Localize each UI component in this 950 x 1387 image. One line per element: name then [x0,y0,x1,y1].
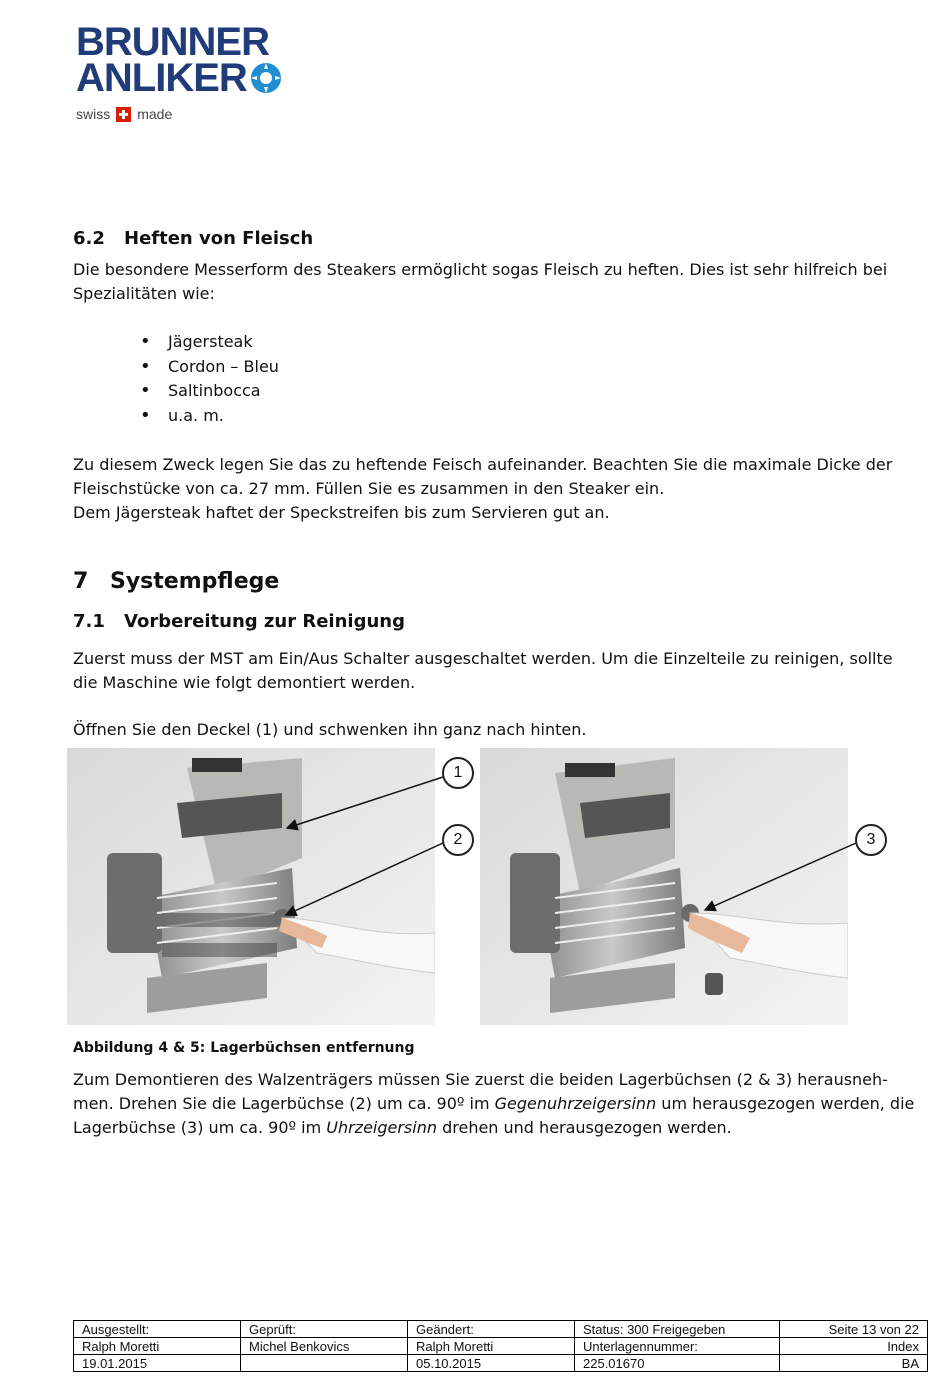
table-row [74,1321,928,1338]
machine-photo-right [480,748,848,1025]
section-6-2-paragraph [73,453,892,525]
section-7-1-heading [73,610,405,634]
company-logo [76,20,316,124]
footer-cell: Geprüft: [241,1321,408,1338]
footer-cell: Status: 300 Freigegeben [575,1321,780,1338]
section-number: 7.1 [73,611,105,632]
callout-2: 2 [442,824,474,856]
logo-made-text: made [137,106,173,122]
section-number: 7 [73,569,89,594]
list-item: • Saltinbocca [140,379,279,404]
section-6-2-intro [73,258,887,306]
specialties-list [140,330,279,428]
list-item: • Jägersteak [140,330,279,355]
footer-cell [241,1355,408,1372]
section-7-1-paragraph-1 [73,647,893,695]
paragraph-line: Dem Jägersteak haftet der Speckstreifen bis zum Servieren gut an. [73,503,610,522]
italic-term: Uhrzeigersinn [326,1118,437,1137]
section-7-1-paragraph-3 [73,1068,914,1140]
footer-cell: Ausgestellt: [74,1321,241,1338]
footer-cell: Michel Benkovics [241,1338,408,1355]
list-item: • Cordon – Bleu [140,355,279,380]
section-number: 6.2 [73,228,105,249]
intro-line-2: Spezialitäten wie: [73,284,215,303]
section-6-2-heading [73,227,313,251]
table-row [74,1355,928,1372]
paragraph-line [73,1092,914,1116]
footer-cell: Ralph Moretti [74,1338,241,1355]
paragraph-line [73,1116,914,1140]
callout-1: 1 [442,757,474,789]
paragraph-line: die Maschine wie folgt demontiert werden. [73,673,416,692]
footer-cell: BA [780,1355,928,1372]
footer-cell: Ralph Moretti [408,1338,575,1355]
paragraph-line: Öffnen Sie den Deckel (1) und schwenken ihn ganz nach hinten. [73,720,587,739]
text-run: Lagerbüchse (3) um ca. 90º im [73,1118,327,1137]
swiss-flag-icon [116,107,131,122]
footer-cell: 225.01670 [575,1355,780,1372]
italic-term: Gegenuhrzeigersinn [494,1094,657,1113]
logo-line-1: BRUNNER [76,20,269,64]
section-7-heading [73,570,279,594]
callout-3: 3 [855,824,887,856]
logo-line-2: ANLIKER [76,56,247,100]
section-title: Heften von Fleisch [124,228,314,249]
footer-cell: Seite 13 von 22 [780,1321,928,1338]
intro-line-1: Die besondere Messerform des Steakers ermöglicht sogas Fleisch zu heften. Dies ist sehr hilfreich bei [73,260,888,279]
text-run: men. Drehen Sie die Lagerbüchse (2) um ca. 90º im [73,1094,495,1113]
paragraph-line: Zum Demontieren des Walzenträgers müssen Sie zuerst die beiden Lagerbüchsen (2 & 3) herausneh- [73,1070,888,1089]
text-run: drehen und herausgezogen werden. [437,1118,732,1137]
footer-cell: Index [780,1338,928,1355]
machine-photo-left [67,748,435,1025]
footer-cell: 05.10.2015 [408,1355,575,1372]
text-run: um herausgezogen werden, die [656,1094,915,1113]
section-7-1-paragraph-2 [73,718,586,742]
footer-cell: Unterlagennummer: [575,1338,780,1355]
paragraph-line: Zu diesem Zweck legen Sie das zu heftende Feisch aufeinander. Beachten Sie die maximale Dicke der [73,455,893,474]
logo-swiss-text: swiss [76,106,111,122]
section-title: Systempflege [110,569,280,594]
table-row [74,1338,928,1355]
document-footer-table [73,1320,928,1372]
logo-ring-icon [249,61,283,95]
footer-cell: 19.01.2015 [74,1355,241,1372]
paragraph-line: Fleischstücke von ca. 27 mm. Füllen Sie es zusammen in den Steaker ein. [73,479,665,498]
list-item: • u.a. m. [140,404,279,429]
footer-cell: Geändert: [408,1321,575,1338]
figure-caption: Abbildung 4 & 5: Lagerbüchsen entfernung [73,1040,415,1056]
paragraph-line: Zuerst muss der MST am Ein/Aus Schalter ausgeschaltet werden. Um die Einzelteile zu reinigen, sollte [73,649,893,668]
section-title: Vorbereitung zur Reinigung [124,611,405,632]
